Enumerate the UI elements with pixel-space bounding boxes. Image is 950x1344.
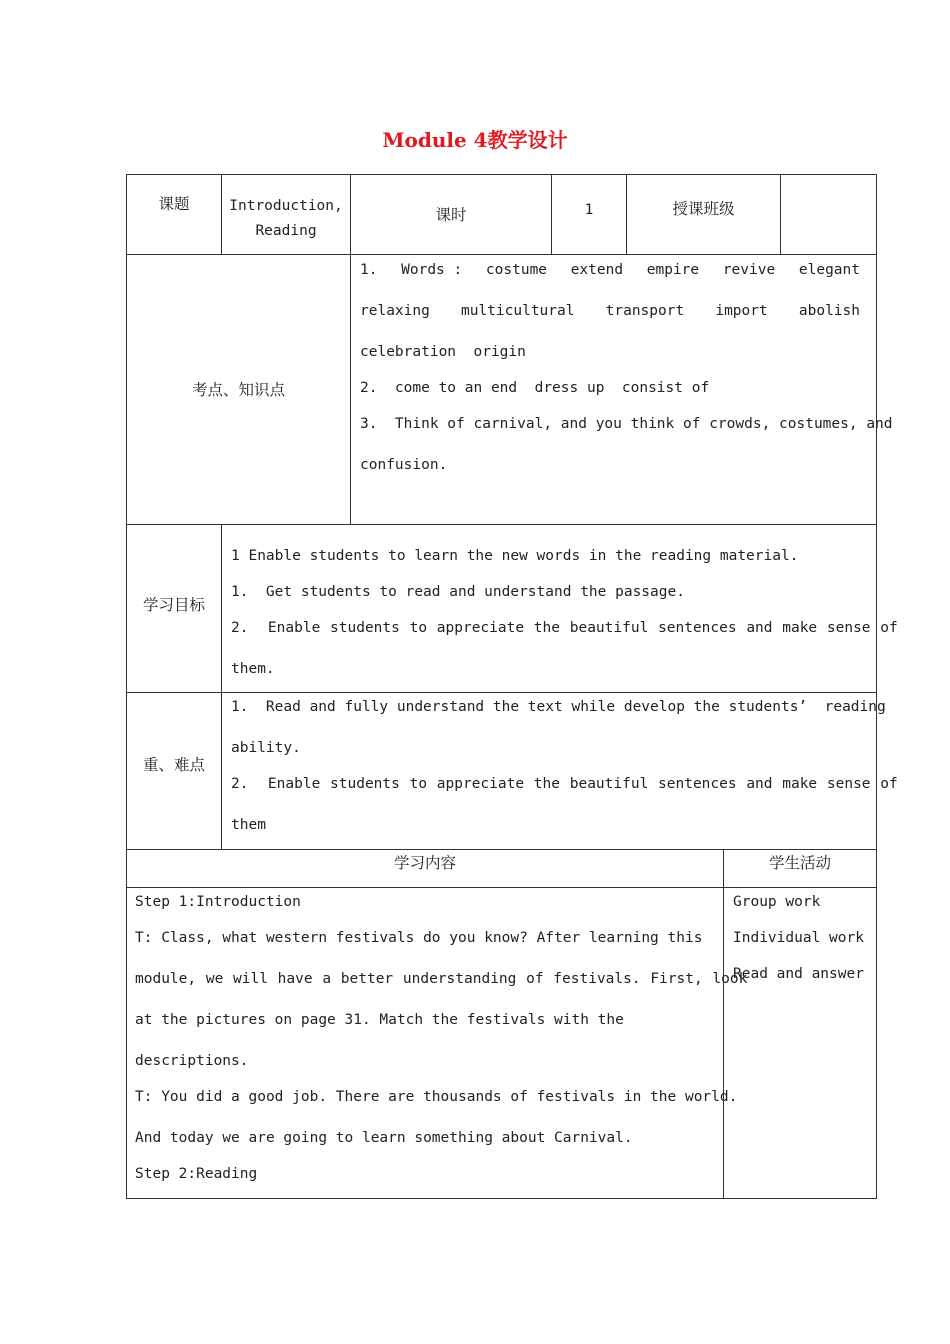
keypoint-line-4: them xyxy=(231,817,266,833)
activity-item: Group work xyxy=(733,894,821,910)
objective-line-1: 1 Enable students to learn the new words in the reading material. xyxy=(231,548,799,564)
period-value-cell xyxy=(551,174,627,255)
topic-value-line1: Introduction, xyxy=(229,198,343,214)
knowledge-word: empire xyxy=(646,262,700,278)
content-line-8: Step 2:Reading xyxy=(135,1166,258,1182)
keypoint-line-2: ability. xyxy=(231,740,301,756)
objective-line-2: 1. Get students to read and understand the passage. xyxy=(231,584,685,600)
content-header-cell xyxy=(126,849,724,888)
period-value: 1 xyxy=(584,202,594,218)
knowledge-label-cell xyxy=(126,254,351,525)
objectives-label-cell xyxy=(126,524,222,693)
knowledge-word: transport xyxy=(605,303,685,319)
topic-value-cell xyxy=(221,174,351,255)
content-line-3: module, we will have a better understanding of festivals. First, look xyxy=(135,971,748,987)
knowledge-line-6: confusion. xyxy=(360,457,448,473)
knowledge-content-cell xyxy=(350,254,893,525)
keypoint-line-1: 1. Read and fully understand the text while develop the students’ reading xyxy=(231,699,886,715)
activity-header-label: 学生活动 xyxy=(768,854,831,872)
knowledge-line-4: 2. come to an end dress up consist of xyxy=(360,380,710,396)
content-body-cell xyxy=(126,887,748,1199)
class-value-cell xyxy=(780,174,877,255)
knowledge-word: costume xyxy=(485,262,548,278)
knowledge-label: 考点、知识点 xyxy=(191,380,285,399)
knowledge-line-3: celebration origin xyxy=(360,344,526,360)
objectives-content-cell xyxy=(221,524,898,693)
knowledge-word: extend xyxy=(570,262,624,278)
knowledge-line-2 xyxy=(360,302,860,320)
topic-label-cell xyxy=(126,174,222,255)
knowledge-word: revive xyxy=(722,262,776,278)
objective-line-3: 2. Enable students to appreciate the beautiful sentences and make sense of xyxy=(231,620,898,636)
activities-cell xyxy=(723,887,877,1199)
knowledge-word: 1. xyxy=(360,262,378,278)
keypoint-line-3: 2. Enable students to appreciate the beautiful sentences and make sense of xyxy=(231,776,898,792)
knowledge-word: import xyxy=(715,303,768,319)
knowledge-line-1 xyxy=(360,261,860,279)
activity-item: Individual work xyxy=(733,930,864,946)
content-header-label: 学习内容 xyxy=(393,854,456,872)
content-line-6: T: You did a good job. There are thousands of festivals in the world. xyxy=(135,1089,738,1105)
content-line-2: T: Class, what western festivals do you know? After learning this xyxy=(135,930,703,946)
knowledge-word: relaxing xyxy=(360,303,430,319)
class-label-cell xyxy=(626,174,781,255)
content-line-7: And today we are going to learn something about Carnival. xyxy=(135,1130,633,1146)
topic-label: 课题 xyxy=(158,195,190,213)
period-label: 课时 xyxy=(435,205,467,224)
keypoints-label: 重、难点 xyxy=(142,756,205,774)
content-line-5: descriptions. xyxy=(135,1053,249,1069)
keypoints-content-cell xyxy=(221,692,898,850)
activity-header-cell xyxy=(723,849,877,888)
period-label-cell xyxy=(350,174,552,255)
knowledge-word: multicultural xyxy=(460,303,575,319)
content-line-1: Step 1:Introduction xyxy=(135,894,301,910)
objective-line-4: them. xyxy=(231,661,275,677)
knowledge-word: elegant xyxy=(798,262,860,278)
keypoints-label-cell xyxy=(126,692,222,850)
topic-value-line2: Reading xyxy=(255,223,317,239)
objectives-label: 学习目标 xyxy=(142,595,205,614)
knowledge-word: abolish xyxy=(798,303,860,319)
knowledge-line-5: 3. Think of carnival, and you think of crowds, costumes, and xyxy=(360,416,893,432)
class-label: 授课班级 xyxy=(672,199,735,218)
activity-item: Read and answer xyxy=(733,966,864,982)
page-title: Module 4教学设计 xyxy=(382,128,568,152)
knowledge-word: Words : xyxy=(401,262,463,278)
content-line-4: at the pictures on page 31. Match the festivals with the xyxy=(135,1012,624,1028)
